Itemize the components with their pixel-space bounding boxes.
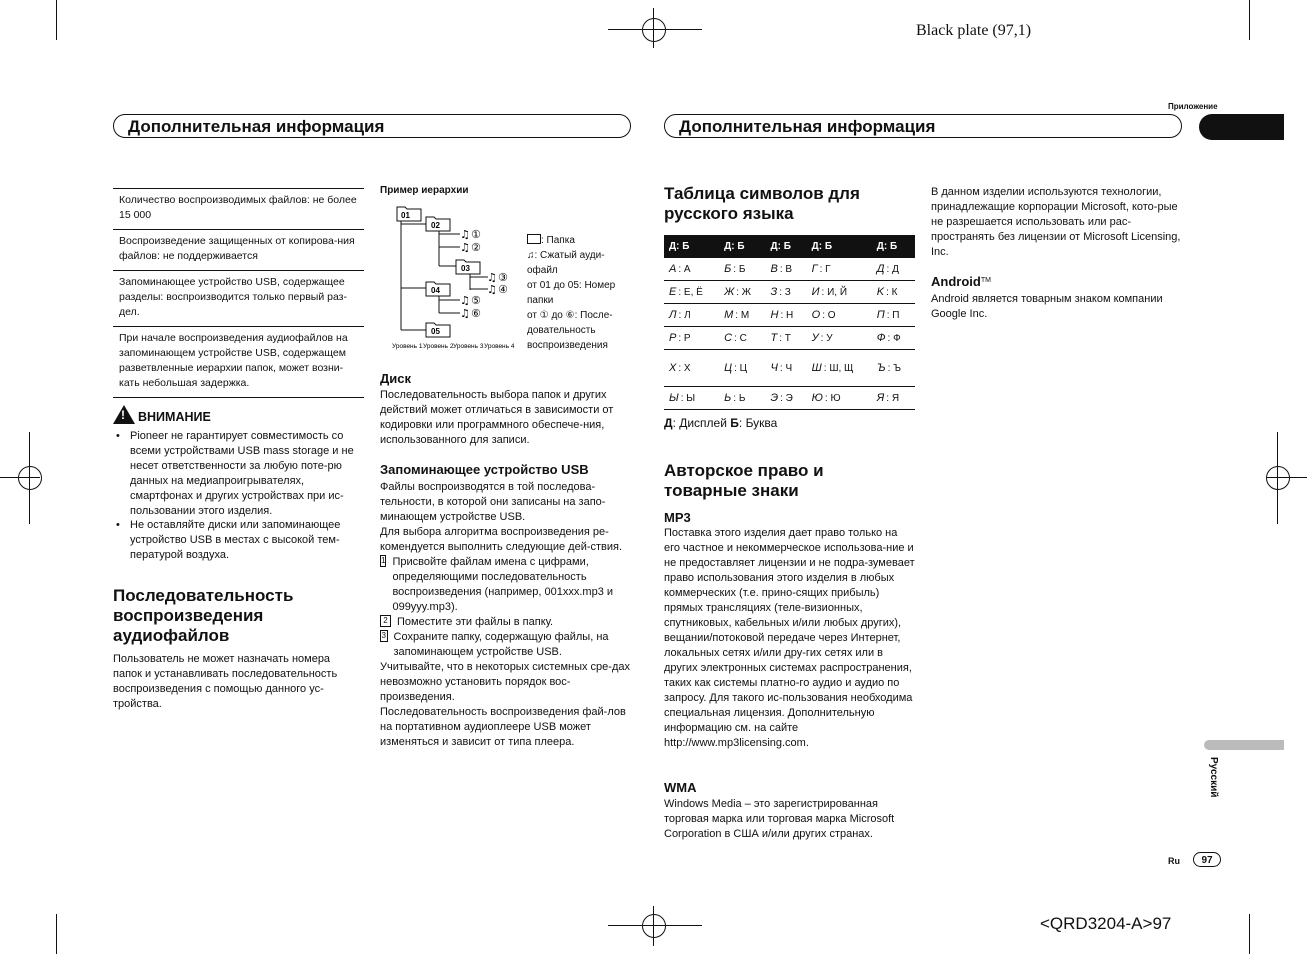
left-section-header	[113, 114, 631, 138]
folder-label: 01	[401, 211, 410, 220]
symbols-cell	[664, 350, 719, 387]
symbols-cell	[807, 350, 872, 387]
symbols-title: Таблица символов для русского языка	[664, 184, 860, 223]
display-glyph: A	[669, 263, 677, 275]
symbols-cell	[807, 258, 872, 281]
letter-label: : А	[678, 264, 691, 275]
usb-title: Запоминающее устройство USB	[380, 462, 589, 477]
music-file-icon: ♫	[460, 241, 470, 254]
folder-label: 05	[431, 327, 440, 336]
letter-label: : Л	[678, 310, 691, 321]
display-glyph: З	[770, 286, 778, 298]
symbols-row	[664, 281, 915, 304]
disc-text: Последовательность выбора папок и других действий может отличаться в зависимости от кодировки или программного обеспече-ния, использованного для записи.	[380, 389, 614, 446]
display-glyph: Ь	[724, 392, 732, 404]
step-number: 1	[381, 556, 386, 565]
letter-label: : Ы	[680, 393, 696, 404]
symbols-cell	[719, 281, 765, 304]
display-glyph: И	[811, 286, 820, 298]
letter-label: : Ф	[887, 333, 901, 344]
symbols-row	[664, 327, 915, 350]
warning-icon	[113, 405, 135, 424]
display-glyph: Э	[770, 392, 779, 404]
letter-label: : Ц	[734, 363, 748, 374]
symbols-row	[664, 304, 915, 327]
symbols-cell	[765, 258, 806, 281]
info-row: Количество воспроизводимых файлов: не более 15 000	[113, 188, 364, 229]
letter-label: : Я	[886, 393, 900, 404]
symbols-cell	[664, 327, 719, 350]
file-order-label: ⑥	[471, 307, 481, 320]
display-glyph: E	[669, 286, 677, 298]
info-row: Запоминающее устройство USB, содержащее разделы: воспроизводится только первый раз-дел.	[113, 270, 364, 326]
caution-heading: !ВНИМАНИЕ	[113, 405, 211, 424]
registration-mark	[1266, 466, 1290, 490]
caution-item: • Pioneer не гарантирует совместимость со всеми устройствами USB mass storage и не несет ответственности за любую поте-рю данных на медиапроигрывателях, смартфонах и других устройствах при ис-пользовании этого изделия.	[116, 430, 354, 517]
letter-label: : М	[735, 310, 750, 321]
crop-mark	[56, 0, 57, 40]
display-glyph: B	[770, 263, 778, 275]
level-label: Уровень 2	[423, 343, 454, 350]
symbols-cell	[719, 258, 765, 281]
symbols-row	[664, 350, 915, 387]
symbols-cell	[719, 387, 765, 410]
symbols-cell	[872, 258, 915, 281]
letter-label: : Е, Ё	[678, 287, 703, 298]
page-number: 97	[1193, 852, 1221, 867]
sequence-title: Последовательность воспроизведения аудиофайлов	[113, 586, 294, 645]
step-number: 2	[380, 615, 391, 627]
symbols-cell	[765, 304, 806, 327]
side-language-label: Русский	[1208, 757, 1219, 798]
folder-label: 02	[431, 221, 440, 230]
file-order-label: ①	[471, 228, 481, 241]
display-glyph: O	[811, 309, 821, 321]
android-text: Android является товарным знаком компании Google Inc.	[931, 293, 1163, 320]
letter-label: : О	[822, 310, 836, 321]
display-glyph: У	[811, 332, 819, 344]
language-tab	[1204, 740, 1284, 750]
display-glyph: K	[876, 286, 885, 298]
symbols-cell	[872, 387, 915, 410]
file-order-label: ⑤	[471, 294, 481, 307]
usb-step: Присвойте файлам имена с цифрами, определяющими последовательность воспроизведения (например, 001xxx.mp3 и 099yyy.mp3).	[392, 556, 614, 613]
file-order-label: ④	[498, 283, 508, 296]
level-label: Уровень 3	[453, 343, 484, 350]
symbols-cell	[719, 350, 765, 387]
display-glyph: Ж	[724, 286, 735, 298]
music-file-icon: ♫	[527, 250, 535, 261]
music-file-icon: ♫	[460, 307, 470, 320]
letter-label: : Ж	[736, 287, 751, 298]
usb-step: Поместите эти файлы в папку.	[397, 616, 554, 628]
right-section-header	[664, 114, 1182, 138]
registration-mark	[642, 18, 666, 42]
right-header-title: Дополнительная информация	[679, 117, 936, 136]
level-label: Уровень 4	[484, 343, 515, 350]
letter-label: : Х	[678, 363, 691, 374]
symbols-cell	[872, 304, 915, 327]
symbols-cell	[765, 387, 806, 410]
appendix-label: Приложение	[1168, 102, 1218, 111]
sequence-text: Пользователь не может назначать номера папок и устанавливать последовательность воспроизведения с помощью данного ус-тройства.	[113, 653, 338, 710]
display-glyph: H	[770, 309, 779, 321]
symbols-cell	[664, 387, 719, 410]
letter-label: : Ч	[779, 363, 793, 374]
display-glyph: X	[669, 362, 677, 374]
letter-label: : Т	[779, 333, 791, 344]
appendix-tab	[1199, 114, 1284, 140]
symbols-cell	[807, 327, 872, 350]
file-order-label: ③	[498, 271, 508, 284]
display-glyph: Б	[724, 263, 732, 275]
music-file-icon: ♫	[487, 283, 497, 296]
folder-label: 03	[461, 264, 470, 273]
android-title: Android™	[931, 274, 991, 289]
letter-label: : И, Й	[821, 287, 848, 298]
display-glyph: M	[724, 309, 734, 321]
info-row: Воспроизведение защищенных от копирова-ния файлов: не поддерживается	[113, 229, 364, 270]
symbols-note: Д: Дисплей Б: Буква	[664, 416, 778, 430]
display-glyph: P	[669, 332, 677, 344]
display-glyph: C	[724, 332, 733, 344]
display-glyph: Г	[811, 263, 818, 275]
letter-label: : Г	[819, 264, 831, 275]
mp3-title: MP3	[664, 510, 691, 525]
music-file-icon: ♫	[460, 228, 470, 241]
step-number: 3	[381, 631, 386, 640]
level-label: Уровень 1	[392, 343, 423, 350]
crop-mark	[56, 914, 57, 954]
crop-mark	[1249, 914, 1250, 954]
hierarchy-title: Пример иерархии	[380, 185, 469, 196]
music-file-icon: ♫	[487, 271, 497, 284]
display-glyph: Ц	[724, 362, 733, 374]
folder-icon	[527, 234, 541, 244]
job-code: <QRD3204-A>97	[1040, 914, 1172, 933]
left-header-title: Дополнительная информация	[128, 117, 385, 136]
symbols-cell	[719, 327, 765, 350]
display-glyph: Ч	[770, 362, 778, 374]
letter-label: : Ш, Щ	[823, 363, 854, 374]
symbols-cell	[719, 304, 765, 327]
letter-label: : Р	[678, 333, 691, 344]
disc-title: Диск	[380, 371, 411, 386]
display-glyph: Ы	[669, 392, 679, 404]
display-glyph: Ъ	[876, 362, 886, 374]
hierarchy-legend: : Папка ♫: Сжатый ауди-офайл от 01 до 05: Номер папки от ① до ⑥: После-довательность воспроизведения	[527, 235, 616, 351]
letter-label: : Б	[733, 264, 746, 275]
plate-label: Black plate (97,1)	[916, 22, 1032, 39]
symbols-cell	[664, 258, 719, 281]
symbols-cell	[872, 350, 915, 387]
symbols-cell	[664, 281, 719, 304]
symbols-cell	[765, 281, 806, 304]
wma-text: Windows Media – это зарегистрированная торговая марка или торговая марка Microsoft Corporation в США и/или других странах.	[664, 798, 895, 840]
info-row: При начале воспроизведения аудиофайлов на запоминающем устройстве USB, содержащем разветвленные иерархии папок, может возни-кать небольшая задержка.	[113, 326, 364, 398]
letter-label: : Д	[886, 264, 899, 275]
wma-title: WMA	[664, 780, 697, 795]
registration-mark	[18, 466, 42, 490]
music-file-icon: ♫	[460, 294, 470, 307]
caution-item: • Не оставляйте диски или запоминающее устройство USB в местах с высокой тем-пературой воздуха.	[116, 519, 341, 561]
display-glyph: Ю	[811, 392, 823, 404]
symbols-cell	[872, 281, 915, 304]
symbols-row	[664, 387, 915, 410]
display-glyph: П	[876, 309, 885, 321]
letter-label: : В	[779, 264, 793, 275]
symbols-cell	[807, 304, 872, 327]
letter-label: : С	[734, 333, 747, 344]
file-order-label: ②	[471, 241, 481, 254]
symbols-header-cell: Д: Б	[719, 235, 765, 258]
symbols-cell	[664, 304, 719, 327]
letter-label: : П	[886, 310, 900, 321]
symbols-cell	[807, 281, 872, 304]
letter-label: : Ю	[824, 393, 841, 404]
usb-text: Файлы воспроизводятся в той последова-тельности, в которой они записаны на запо-минающем устройстве USB. Для выбора алгоритма воспроизведения ре-комендуется выполнить следующие дей-ствия. 1 Присвойте файлам имена с цифрами, определяющими последовательность воспроизведения (например, 001xxx.mp3 и 099yyy.mp3). 2 Поместите эти файлы в папку. 3 Сохраните папку, содержащую файлы, на запоминающем устройстве USB. Учитывайте, что в некоторых системных сре-дах невозможно установить порядок вос-произведения. Последовательность воспроизведения фай-лов на портативном аудиоплеере USB может изменяться и зависит от типа плеера.	[380, 481, 630, 748]
letter-label: : Ь	[733, 393, 746, 404]
hierarchy-diagram	[380, 200, 525, 352]
letter-label: : Ъ	[887, 363, 902, 374]
letter-label: : К	[886, 287, 898, 298]
page-lang: Ru	[1168, 856, 1180, 866]
display-glyph: Ф	[876, 332, 886, 344]
display-glyph: Я	[876, 392, 885, 404]
display-glyph: Д	[876, 263, 885, 275]
usb-step: Сохраните папку, содержащую файлы, на запоминающем устройстве USB.	[393, 631, 609, 658]
symbols-row	[664, 258, 915, 281]
symbols-header-cell: Д: Б	[872, 235, 915, 258]
crop-mark	[1249, 0, 1250, 40]
mp3-text: Поставка этого изделия дает право только на его частное и некоммерческое использова-ние и не предоставляет лицензии и не подра-зумевает право использования этого изделия в любых коммерческих (т.е. прино-сящих прибыль) прямых трансляциях (теле-визионных, спутниковых, кабельных и/или любых других), вещании/потоковой передаче через Интернет, локальных сетях и/или дру-гих сетях или в других электронных системах распространения, таких как системы платно-го аудио и аудио по запросу. Для такого ис-пользования необходима специальная лицензия. Дополнительную информацию см. на сайте http://www.mp3licensing.com.	[664, 527, 915, 749]
symbols-table	[664, 235, 915, 410]
symbols-cell	[765, 350, 806, 387]
letter-label: : У	[820, 333, 833, 344]
display-glyph: Ш	[811, 362, 822, 374]
letter-label: : Э	[780, 393, 793, 404]
letter-label: : Н	[780, 310, 794, 321]
letter-label: : З	[779, 287, 791, 298]
display-glyph: T	[770, 332, 778, 344]
symbols-header-cell: Д: Б	[765, 235, 806, 258]
display-glyph: Л	[669, 309, 677, 321]
microsoft-text: В данном изделии используются технологии, принадлежащие корпорации Microsoft, кото-рые не разрешается использовать или рас-пространять без лицензии от Microsoft Licensing, Inc.	[931, 186, 1181, 258]
copyright-title: Авторское право и товарные знаки	[664, 461, 824, 500]
symbols-header-cell: Д: Б	[664, 235, 719, 258]
symbols-header-cell: Д: Б	[807, 235, 872, 258]
info-table	[113, 188, 364, 398]
symbols-cell	[807, 387, 872, 410]
symbols-cell	[765, 327, 806, 350]
folder-label: 04	[431, 286, 440, 295]
registration-mark	[642, 914, 666, 938]
symbols-cell	[872, 327, 915, 350]
